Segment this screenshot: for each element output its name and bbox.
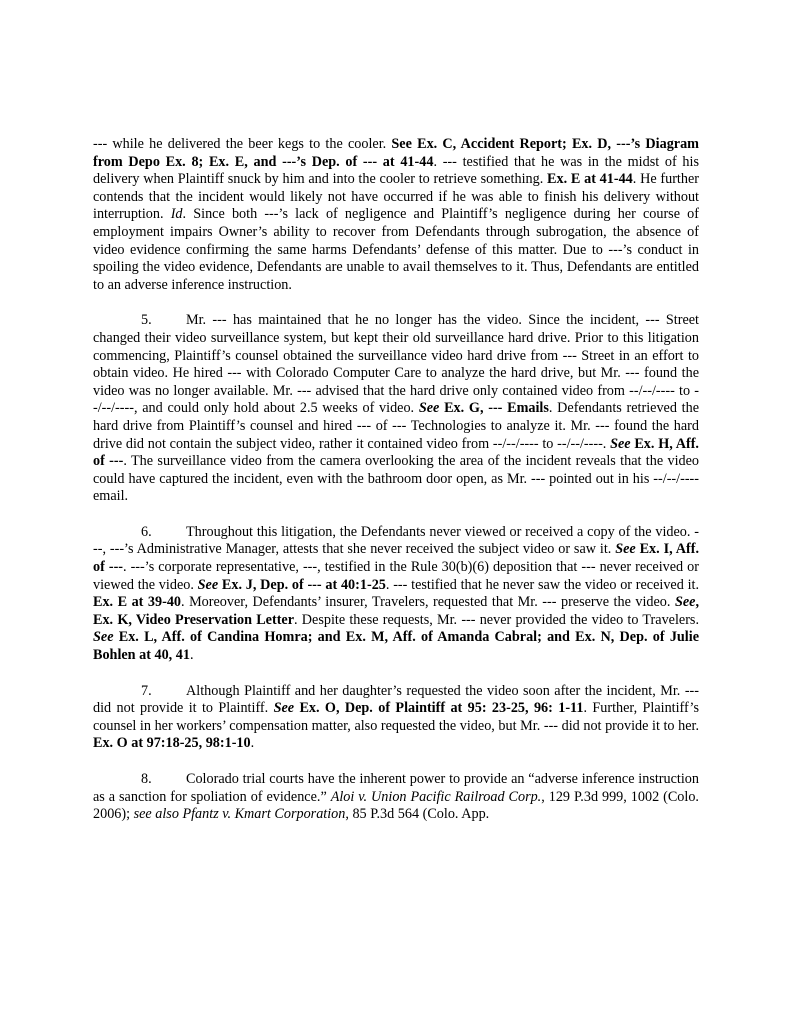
body-text: . Further, Plaintiff’s counsel in her workers’ compensation matter, also requested the video, but Mr. --- did not provide it to her.: [93, 700, 699, 734]
italic-text: see also Pfantz v. Kmart Corporation: [133, 806, 346, 823]
paragraph-p6: [93, 524, 699, 665]
body-text: . --- testified that he was in the midst of his delivery when Plaintiff snuck by him and into the cooler to retrieve something.: [93, 153, 699, 188]
body-text: . Moreover, Defendants’ insurer, Travelers, requested that Mr. --- preserve the video.: [181, 594, 675, 611]
citation-text: Ex. L, Aff. of Candina Homra; and Ex. M, Aff. of Amanda Cabral; and Ex. N, Dep. of Julie Bohlen at 40, 41: [93, 629, 699, 664]
paragraph-number: 6.: [141, 523, 152, 540]
body-text: Throughout this litigation, the Defendants never viewed or received a copy of the video. ---, ---’s Administrative Manager, attests that she never received the subject video or saw it.: [93, 523, 699, 558]
italic-text: Id: [170, 206, 183, 223]
paragraph-p8: [93, 771, 699, 824]
body-text: . Despite these requests, Mr. --- never provided the video to Travelers.: [294, 611, 700, 628]
citation-text: See: [615, 541, 636, 558]
citation-text: , Ex. K, Video Preservation Letter: [93, 594, 699, 628]
paragraph-number: 5.: [141, 312, 152, 329]
body-text: .: [189, 647, 194, 664]
body-text: . He further contends that the incident would likely not have occurred if he was able to finish his delivery without interruption.: [93, 171, 699, 223]
document-page: [93, 136, 699, 842]
body-text: Colorado trial courts have the inherent power to provide an “adverse inference instruction as a sanction for spoliation of evidence.”: [93, 771, 699, 805]
body-text: .: [250, 735, 255, 752]
citation-text: See: [273, 700, 295, 717]
body-text: . --- testified that he never saw the video or received it.: [385, 576, 699, 593]
paragraph-p7: [93, 683, 699, 753]
citation-text: Ex. E at 39-40: [93, 594, 182, 611]
citation-text: See: [674, 594, 696, 611]
body-text: . ---’s corporate representative, ---, testified in the Rule 30(b)(6) deposition that --- never received or viewed the video.: [93, 559, 699, 593]
citation-text: Ex. I, Aff. of ---: [93, 541, 699, 576]
body-text: , 129 P.3d 999, 1002 (Colo. 2006);: [93, 788, 699, 823]
body-text: Although Plaintiff and her daughter’s requested the video soon after the incident, Mr. --- did not provide it to Plaintiff.: [93, 682, 699, 717]
citation-text: See: [610, 435, 631, 452]
citation-text: Ex. J, Dep. of --- at 40:1-25: [218, 576, 386, 593]
citation-text: Ex. G, --- Emails: [439, 400, 549, 417]
paragraph-number: 8.: [141, 771, 152, 787]
paragraph-number: 7.: [141, 682, 152, 699]
body-text: Mr. --- has maintained that he no longer has the video. Since the incident, --- Street changed their video surveillance system, but kept their old surveillance hard drive. Prior to this litigation commencing, Plaintiff’s counsel obtained the surveillance video hard drive from --- Street in an effort to obtain video. He hired --- with Colorado Computer Care to analyze the hard drive, but Mr. --- found the video was no longer available. Mr. --- advised that the hard drive only contained video from --/--/---- to --/--/----, and could only hold about 2.5 weeks of video.: [93, 312, 699, 417]
body-text: . Since both ---’s lack of negligence and Plaintiff’s negligence during her course of employment impairs Owner’s ability to recover from Defendants through subrogation, the absence of video evidence confirming the same harms Defendants’ defense of this matter. Due to ---’s conduct in spoiling the video evidence, Defendants are unable to avail themselves to it. Thus, Defendants are entitled to an adverse inference instruction.: [93, 206, 699, 293]
citation-text: See: [418, 400, 440, 417]
body-text: , 85 P.3d 564 (Colo. App.: [345, 806, 490, 823]
citation-text: Ex. E at 41-44: [547, 171, 633, 188]
paragraph-p5: [93, 312, 699, 506]
body-text: . Defendants retrieved the hard drive from Plaintiff’s counsel and hired --- of --- Technologies to analyze it. Mr. --- found the hard drive did not contain the subject video, rather it contained video from --/--/---- to --/--/----.: [93, 400, 699, 452]
citation-text: See: [197, 576, 219, 593]
citation-text: Ex. O at 97:18-25, 98:1-10: [93, 735, 251, 752]
citation-text: See: [93, 629, 114, 646]
citation-text: Ex. H, Aff. of ---: [93, 435, 699, 470]
italic-text: Aloi v. Union Pacific Railroad Corp.: [330, 788, 542, 805]
citation-text: Ex. O, Dep. of Plaintiff at 95: 23-25, 96: 1-11: [294, 700, 584, 717]
body-text: . The surveillance video from the camera overlooking the area of the incident reveals that the video could have captured the incident, even with the bathroom door open, as Mr. --- pointed out in his --/--/---- email.: [93, 453, 699, 505]
paragraph-p-cont: [93, 136, 699, 294]
citation-text: See Ex. C, Accident Report; Ex. D, ---’s Diagram from Depo Ex. 8; Ex. E, and ---’s Dep. of --- at 41-44: [93, 136, 699, 170]
body-text: --- while he delivered the beer kegs to the cooler.: [93, 136, 392, 152]
